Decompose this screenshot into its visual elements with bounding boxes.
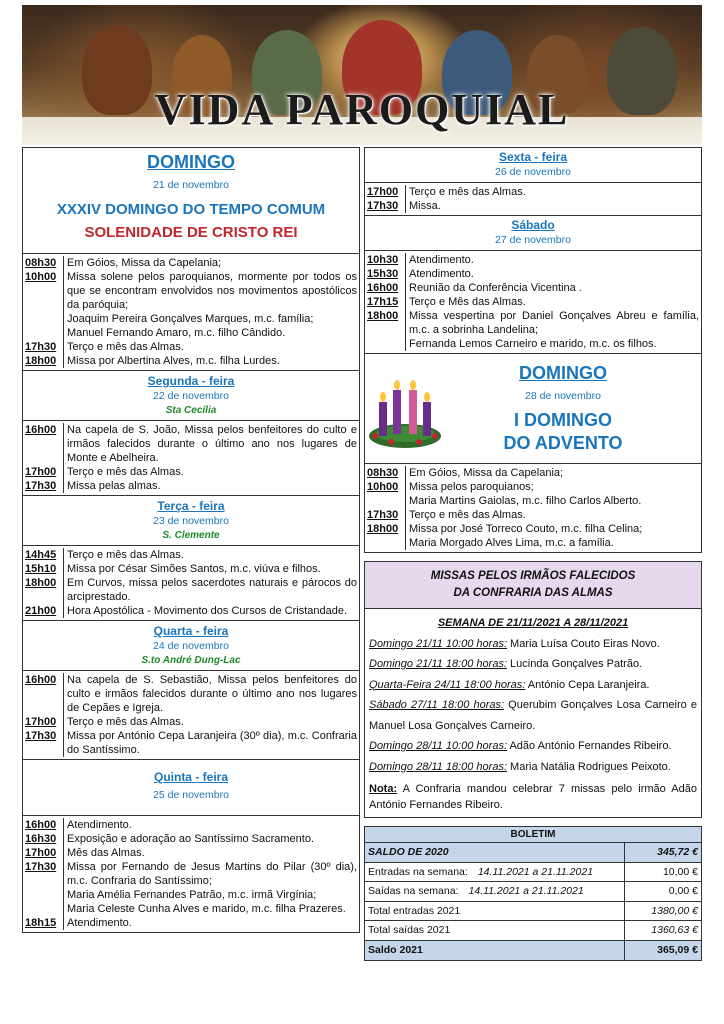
confraria-item-when: Domingo 28/11 18:00 horas: (369, 760, 507, 773)
note-text: A Confraria mandou celebrar 7 missas pelo irmão Adão António Fernandes Ribeiro. (369, 783, 697, 811)
schedule-row (25, 548, 357, 562)
schedule-time (25, 902, 63, 916)
row-label-text: Entradas na semana: (368, 865, 468, 878)
boletim-row-entradas (365, 863, 701, 883)
schedule-time: 10h00 (25, 271, 57, 283)
confraria-item (369, 757, 697, 778)
schedule-time: 17h15 (367, 296, 399, 308)
boletim-row-saidas (365, 882, 701, 902)
schedule-row (25, 312, 357, 326)
schedule-time: 21h00 (25, 605, 57, 617)
row-period: 14.11.2021 a 21.11.2021 (477, 865, 594, 878)
day-title: Terça - feira (157, 499, 225, 513)
day-date: 24 de novembro (153, 640, 229, 652)
schedule-text: Joaquim Pereira Gonçalves Marques, m.c. família; (63, 312, 357, 326)
schedule-row (25, 832, 357, 846)
row-label: SALDO DE 2020 (365, 843, 625, 862)
confraria-box (364, 561, 702, 818)
feast-title: I DOMINGO (514, 410, 612, 430)
schedule-text: Em Góios, Missa da Capelania; (63, 256, 357, 270)
sabado-header (365, 216, 701, 251)
schedule-text: Terço e mês das Almas. (63, 715, 357, 729)
feast-subtitle: SOLENIDADE DE CRISTO REI (84, 224, 298, 241)
row-label: Total saídas 2021 (365, 921, 625, 940)
schedule-row (25, 888, 357, 902)
schedule-text: Terço e mês das Almas. (63, 548, 357, 562)
day-title: DOMINGO (147, 152, 235, 172)
confraria-title-line1: MISSAS PELOS IRMÃOS FALECIDOS (430, 570, 636, 582)
schedule-row (25, 270, 357, 312)
domingo-schedule (365, 464, 701, 552)
schedule-time: 17h30 (25, 480, 57, 492)
confraria-title (365, 562, 701, 609)
quinta-header (23, 760, 359, 816)
schedule-row (367, 494, 699, 508)
schedule-row (25, 465, 357, 479)
schedule-time: 17h30 (25, 341, 57, 353)
schedule-text: Missa. (405, 199, 699, 213)
confraria-item (369, 654, 697, 675)
sexta-header (365, 148, 701, 183)
schedule-text: Mês das Almas. (63, 846, 357, 860)
schedule-text: Terço e mês das Almas. (63, 465, 357, 479)
schedule-time (367, 536, 405, 550)
schedule-row (367, 185, 699, 199)
schedule-time: 17h30 (367, 509, 399, 521)
advent-wreath-icon (365, 364, 445, 454)
schedule-time: 16h00 (25, 424, 57, 436)
confraria-item-name: Maria Natália Rodrigues Peixoto. (507, 760, 671, 773)
left-column (22, 147, 360, 933)
confraria-note (369, 781, 697, 813)
schedule-text: Atendimento. (405, 267, 699, 281)
confraria-item-name: Lucinda Gonçalves Patrão. (507, 658, 643, 670)
schedule-time: 10h30 (367, 254, 399, 266)
day-date: 28 de novembro (525, 390, 601, 402)
row-label: Saldo 2021 (365, 941, 625, 961)
terca-schedule (23, 546, 359, 621)
boletim-row-total-saidas (365, 921, 701, 941)
boletim-row-total-entradas (365, 902, 701, 922)
schedule-text: Terço e mês das Almas. (63, 340, 357, 354)
weekdays-box (364, 147, 702, 553)
schedule-text: Missa pelas almas. (63, 479, 357, 493)
row-label (365, 863, 625, 882)
note-label: Nota: (369, 783, 398, 795)
domingo-schedule (23, 254, 359, 371)
schedule-row (367, 536, 699, 550)
schedule-time: 10h00 (367, 481, 399, 493)
schedule-row (25, 340, 357, 354)
schedule-text: Atendimento. (405, 253, 699, 267)
quinta-schedule (23, 816, 359, 932)
schedule-time: 17h30 (367, 200, 399, 212)
quarta-header (23, 621, 359, 671)
schedule-text: Na capela de S. Sebastião, Missa pelos benfeitores do culto e irmãos falecidos durante o último ano nos lugares de Cepães e Igreja. (63, 673, 357, 715)
schedule-text: Reunião da Conferência Vicentina . (405, 281, 699, 295)
schedule-time: 15h10 (25, 563, 57, 575)
schedule-text: Missa por José Torreco Couto, m.c. filha Celina; (405, 522, 699, 536)
confraria-item-name: Adão António Fernandes Ribeiro. (507, 740, 672, 752)
right-column (364, 147, 702, 961)
row-value: 1380,00 € (651, 904, 698, 917)
day-date: 27 de novembro (495, 234, 571, 246)
row-value: 10,00 € (662, 865, 698, 878)
row-value: 365,09 € (657, 944, 698, 957)
schedule-text: Hora Apostólica - Movimento dos Cursos de Cristandade. (63, 604, 357, 618)
schedule-text: Em Curvos, missa pelos sacerdotes naturais e párocos do arciprestado. (63, 576, 357, 604)
schedule-text: Missa pelos paroquianos; (405, 480, 699, 494)
schedule-text: Atendimento. (63, 916, 357, 930)
day-title: Quarta - feira (153, 624, 229, 638)
domingo-advent-header (365, 354, 701, 464)
confraria-item (369, 695, 697, 736)
schedule-row (25, 562, 357, 576)
schedule-row (25, 846, 357, 860)
schedule-text: Terço e mês das Almas. (405, 508, 699, 522)
confraria-item-when: Quarta-Feira 24/11 18:00 horas: (369, 678, 526, 691)
schedule-time: 18h15 (25, 917, 57, 929)
schedule-text: Em Góios, Missa da Capelania; (405, 466, 699, 480)
schedule-row (25, 256, 357, 270)
schedule-text: Missa por António Cepa Laranjeira (30º dia), m.c. Confraria do Santíssimo. (63, 729, 357, 757)
confraria-item-when: Sábado 27/11 18:00 horas: (369, 699, 505, 711)
schedule-row (25, 818, 357, 832)
day-date: 22 de novembro (153, 390, 229, 402)
schedule-row (25, 673, 357, 715)
schedule-text: Atendimento. (63, 818, 357, 832)
schedule-text: Na capela de S. João, Missa pelos benfeitores do culto e irmãos falecidos durante o último ano nos lugares de Monte e Abelheira. (63, 423, 357, 465)
day-date: 25 de novembro (153, 789, 229, 801)
schedule-time: 17h00 (25, 716, 57, 728)
schedule-text: Maria Amélia Fernandes Patrão, m.c. irmã Virgínia; (63, 888, 357, 902)
boletim-title: BOLETIM (365, 827, 701, 843)
schedule-row (367, 522, 699, 536)
segunda-header (23, 371, 359, 421)
saint-name: S.to André Dung-Lac (141, 655, 241, 666)
day-title: Quinta - feira (153, 770, 228, 784)
schedule-text: Maria Martins Gaiolas, m.c. filho Carlos Alberto. (405, 494, 699, 508)
day-date: 26 de novembro (495, 166, 571, 178)
schedule-text: Terço e Mês das Almas. (405, 295, 699, 309)
schedule-time: 18h00 (25, 355, 57, 367)
schedule-text: Maria Morgado Alves Lima, m.c. a família. (405, 536, 699, 550)
schedule-time (367, 337, 405, 351)
schedule-row (25, 576, 357, 604)
boletim-table (364, 826, 702, 961)
schedule-time: 18h00 (367, 310, 399, 322)
schedule-text: Maria Celeste Cunha Alves e marido, m.c. filha Prazeres. (63, 902, 357, 916)
schedule-time (367, 494, 405, 508)
confraria-body (365, 609, 701, 817)
schedule-time: 15h30 (367, 268, 399, 280)
row-label: Total entradas 2021 (365, 902, 625, 921)
row-value: 345,72 € (657, 846, 698, 859)
schedule-row (25, 604, 357, 618)
row-label (365, 882, 625, 901)
day-title: Segunda - feira (147, 374, 235, 388)
boletim-row-saldo-2020 (365, 843, 701, 863)
day-title: Sexta - feira (498, 150, 568, 164)
confraria-item-name: António Cepa Laranjeira. (525, 678, 650, 691)
schedule-time: 16h00 (367, 282, 399, 294)
schedule-time: 18h00 (25, 577, 57, 589)
schedule-text: Missa solene pelos paroquianos, mormente por todos os que se encontram envolvidos nos movimentos apostólicos da paróquia; (63, 270, 357, 312)
schedule-row (25, 354, 357, 368)
quarta-schedule (23, 671, 359, 760)
schedule-row (25, 715, 357, 729)
row-value: 0,00 € (668, 885, 698, 898)
saint-name: Sta Cecília (165, 405, 217, 416)
day-title: DOMINGO (519, 363, 607, 383)
schedule-text: Missa vespertina por Daniel Gonçalves Abreu e família, m.c. a sobrinha Landelina; (405, 309, 699, 337)
schedule-time: 17h00 (25, 466, 57, 478)
schedule-time (25, 888, 63, 902)
sexta-schedule (365, 183, 701, 216)
confraria-list (369, 634, 697, 778)
schedule-time: 18h00 (367, 523, 399, 535)
schedule-row (367, 480, 699, 494)
domingo-header (23, 152, 359, 254)
sabado-schedule (365, 251, 701, 354)
schedule-row (25, 916, 357, 930)
confraria-item-when: Domingo 21/11 18:00 horas: (369, 658, 507, 670)
schedule-row (367, 309, 699, 337)
schedule-text: Missa por Albertina Alves, m.c. filha Lurdes. (63, 354, 357, 368)
schedule-row (25, 423, 357, 465)
schedule-row (367, 281, 699, 295)
schedule-row (25, 860, 357, 888)
schedule-row (367, 199, 699, 213)
schedule-text: Fernanda Lemos Carneiro e marido, m.c. os filhos. (405, 337, 699, 351)
schedule-row (25, 479, 357, 493)
schedule-time: 17h00 (367, 186, 399, 198)
schedule-text: Exposição e adoração ao Santíssimo Sacramento. (63, 832, 357, 846)
schedule-time: 14h45 (25, 549, 57, 561)
segunda-schedule (23, 421, 359, 496)
schedule-row (25, 326, 357, 340)
schedule-time (25, 326, 63, 340)
schedule-row (367, 337, 699, 351)
feast-title: XXXIV DOMINGO DO TEMPO COMUM (56, 201, 326, 218)
confraria-item-when: Domingo 21/11 10:00 horas: (369, 637, 507, 650)
day-date: 23 de novembro (153, 515, 229, 527)
schedule-row (25, 902, 357, 916)
schedule-row (367, 253, 699, 267)
schedule-time (25, 312, 63, 326)
day-date: 21 de novembro (153, 179, 229, 191)
boletim-row-saldo-2021 (365, 941, 701, 961)
schedule-text: Manuel Fernando Amaro, m.c. filho Cândido. (63, 326, 357, 340)
confraria-title-line2: DA CONFRARIA DAS ALMAS (453, 587, 613, 599)
page-title: VIDA PAROQUIAL (154, 85, 570, 134)
schedule-text: Missa por Fernando de Jesus Martins do Pilar (30º dia), m.c. Confraria do Santíssimo; (63, 860, 357, 888)
confraria-item (369, 736, 697, 757)
schedule-text: Missa por César Simões Santos, m.c. viúva e filhos. (63, 562, 357, 576)
row-period: 14.11.2021 a 21.11.2021 (468, 885, 584, 898)
confraria-item (369, 634, 697, 655)
confraria-item (369, 675, 697, 696)
confraria-item-when: Domingo 28/11 10:00 horas: (369, 740, 507, 752)
schedule-row (367, 466, 699, 480)
schedule-time: 08h30 (367, 467, 399, 479)
schedule-text: Terço e mês das Almas. (405, 185, 699, 199)
feast-subtitle: DO ADVENTO (503, 433, 623, 453)
schedule-time: 16h00 (25, 674, 57, 686)
confraria-item-name: Querubim Gonçalves Losa Carneiro e Manuel Losa Gonçalves Carneiro. (369, 699, 697, 732)
schedule-time: 16h00 (25, 819, 57, 831)
day-title: Sábado (511, 218, 555, 232)
saint-name: S. Clemente (162, 530, 220, 541)
row-label-text: Saídas na semana: (368, 885, 459, 898)
schedule-row (367, 295, 699, 309)
header-banner (22, 5, 702, 145)
confraria-item-name: Maria Luísa Couto Eiras Novo. (507, 637, 660, 650)
schedule-time: 17h30 (25, 861, 57, 873)
schedule-row (25, 729, 357, 757)
schedule-time: 17h30 (25, 730, 57, 742)
schedule-row (367, 508, 699, 522)
confraria-week: SEMANA DE 21/11/2021 A 28/11/2021 (437, 617, 629, 629)
schedule-row (367, 267, 699, 281)
terca-header (23, 496, 359, 546)
row-value: 1360,63 € (651, 924, 698, 937)
schedule-time: 16h30 (25, 833, 57, 845)
schedule-time: 17h00 (25, 847, 57, 859)
schedule-time: 08h30 (25, 257, 57, 269)
